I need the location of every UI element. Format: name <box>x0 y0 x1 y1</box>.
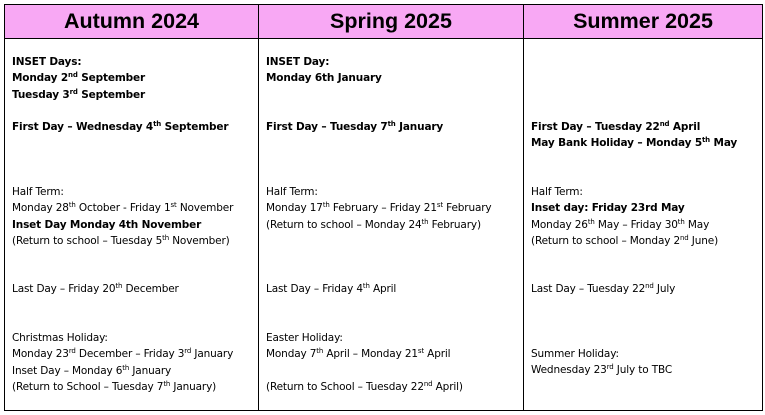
autumn-inset-block <box>12 54 255 103</box>
summer-return: (Return to school – Monday 2nd June) <box>531 233 719 247</box>
summer-half-term-block <box>531 184 759 249</box>
autumn-last-day: Last Day – Friday 20th December <box>12 282 179 295</box>
summer-first-day-block <box>531 119 759 152</box>
spring-first-day: First Day – Tuesday 7th January <box>266 120 444 133</box>
autumn-half-term-inset: Inset Day Monday 4th November <box>12 218 202 231</box>
spring-inset-block <box>266 54 520 87</box>
autumn-holiday-dates: Monday 23rd December – Friday 3rd January <box>12 347 234 361</box>
header-spring: Spring 2025 <box>259 5 524 39</box>
autumn-first-day: First Day – Wednesday 4th September <box>12 120 229 133</box>
summer-first-day: First Day – Tuesday 22nd April <box>531 120 701 133</box>
spring-inset-label: INSET Day: <box>266 56 330 68</box>
autumn-cell <box>5 39 259 411</box>
autumn-holiday-inset: Inset Day – Monday 6th January <box>12 363 172 377</box>
autumn-inset-label: INSET Days: <box>12 56 82 68</box>
autumn-holiday-return: (Return to School – Tuesday 7th January) <box>12 379 217 393</box>
header-summer: Summer 2025 <box>524 5 763 39</box>
summer-cell <box>524 39 763 411</box>
summer-half-term-label: Half Term: <box>531 186 583 198</box>
spring-holiday-label: Easter Holiday: <box>266 332 343 344</box>
spring-holiday-dates: Monday 7th April – Monday 21st April <box>266 347 451 361</box>
summer-holiday-dates: Wednesday 23rd July to TBC <box>531 363 673 377</box>
autumn-half-term-block <box>12 184 255 249</box>
summer-last-day: Last Day – Tuesday 22nd July <box>531 282 676 295</box>
autumn-half-term-dates: Monday 28th October - Friday 1st November <box>12 201 234 215</box>
summer-half-term-inset: Inset day: Friday 23rd May <box>531 202 685 215</box>
spring-last-day: Last Day – Friday 4th April <box>266 282 397 295</box>
header-row <box>5 5 763 39</box>
spring-half-term-label: Half Term: <box>266 186 318 198</box>
spring-cell <box>259 39 524 411</box>
spring-return: (Return to school – Monday 24th February) <box>266 217 481 231</box>
dates-row <box>5 39 763 411</box>
spring-inset-day: Monday 6th January <box>266 72 382 85</box>
spring-holiday-return: (Return to School – Tuesday 22nd April) <box>266 379 463 393</box>
spring-half-term-dates: Monday 17th February – Friday 21st February <box>266 201 492 215</box>
autumn-holiday-label: Christmas Holiday: <box>12 332 108 344</box>
autumn-inset-day-1: Monday 2nd September <box>12 71 145 85</box>
summer-bank-holiday: May Bank Holiday – Monday 5th May <box>531 136 738 150</box>
autumn-inset-day-2: Tuesday 3rd September <box>12 87 146 101</box>
autumn-holiday-block <box>12 330 255 395</box>
spring-half-term-block <box>266 184 520 233</box>
spring-holiday-block <box>266 330 520 395</box>
summer-holiday-block <box>531 346 759 379</box>
header-autumn: Autumn 2024 <box>5 5 259 39</box>
summer-half-term-dates: Monday 26th May – Friday 30th May <box>531 217 710 231</box>
term-dates-document <box>4 4 763 411</box>
summer-holiday-label: Summer Holiday: <box>531 348 619 360</box>
autumn-half-term-label: Half Term: <box>12 186 64 198</box>
term-dates-table <box>4 4 763 411</box>
autumn-return: (Return to school – Tuesday 5th November) <box>12 233 230 247</box>
